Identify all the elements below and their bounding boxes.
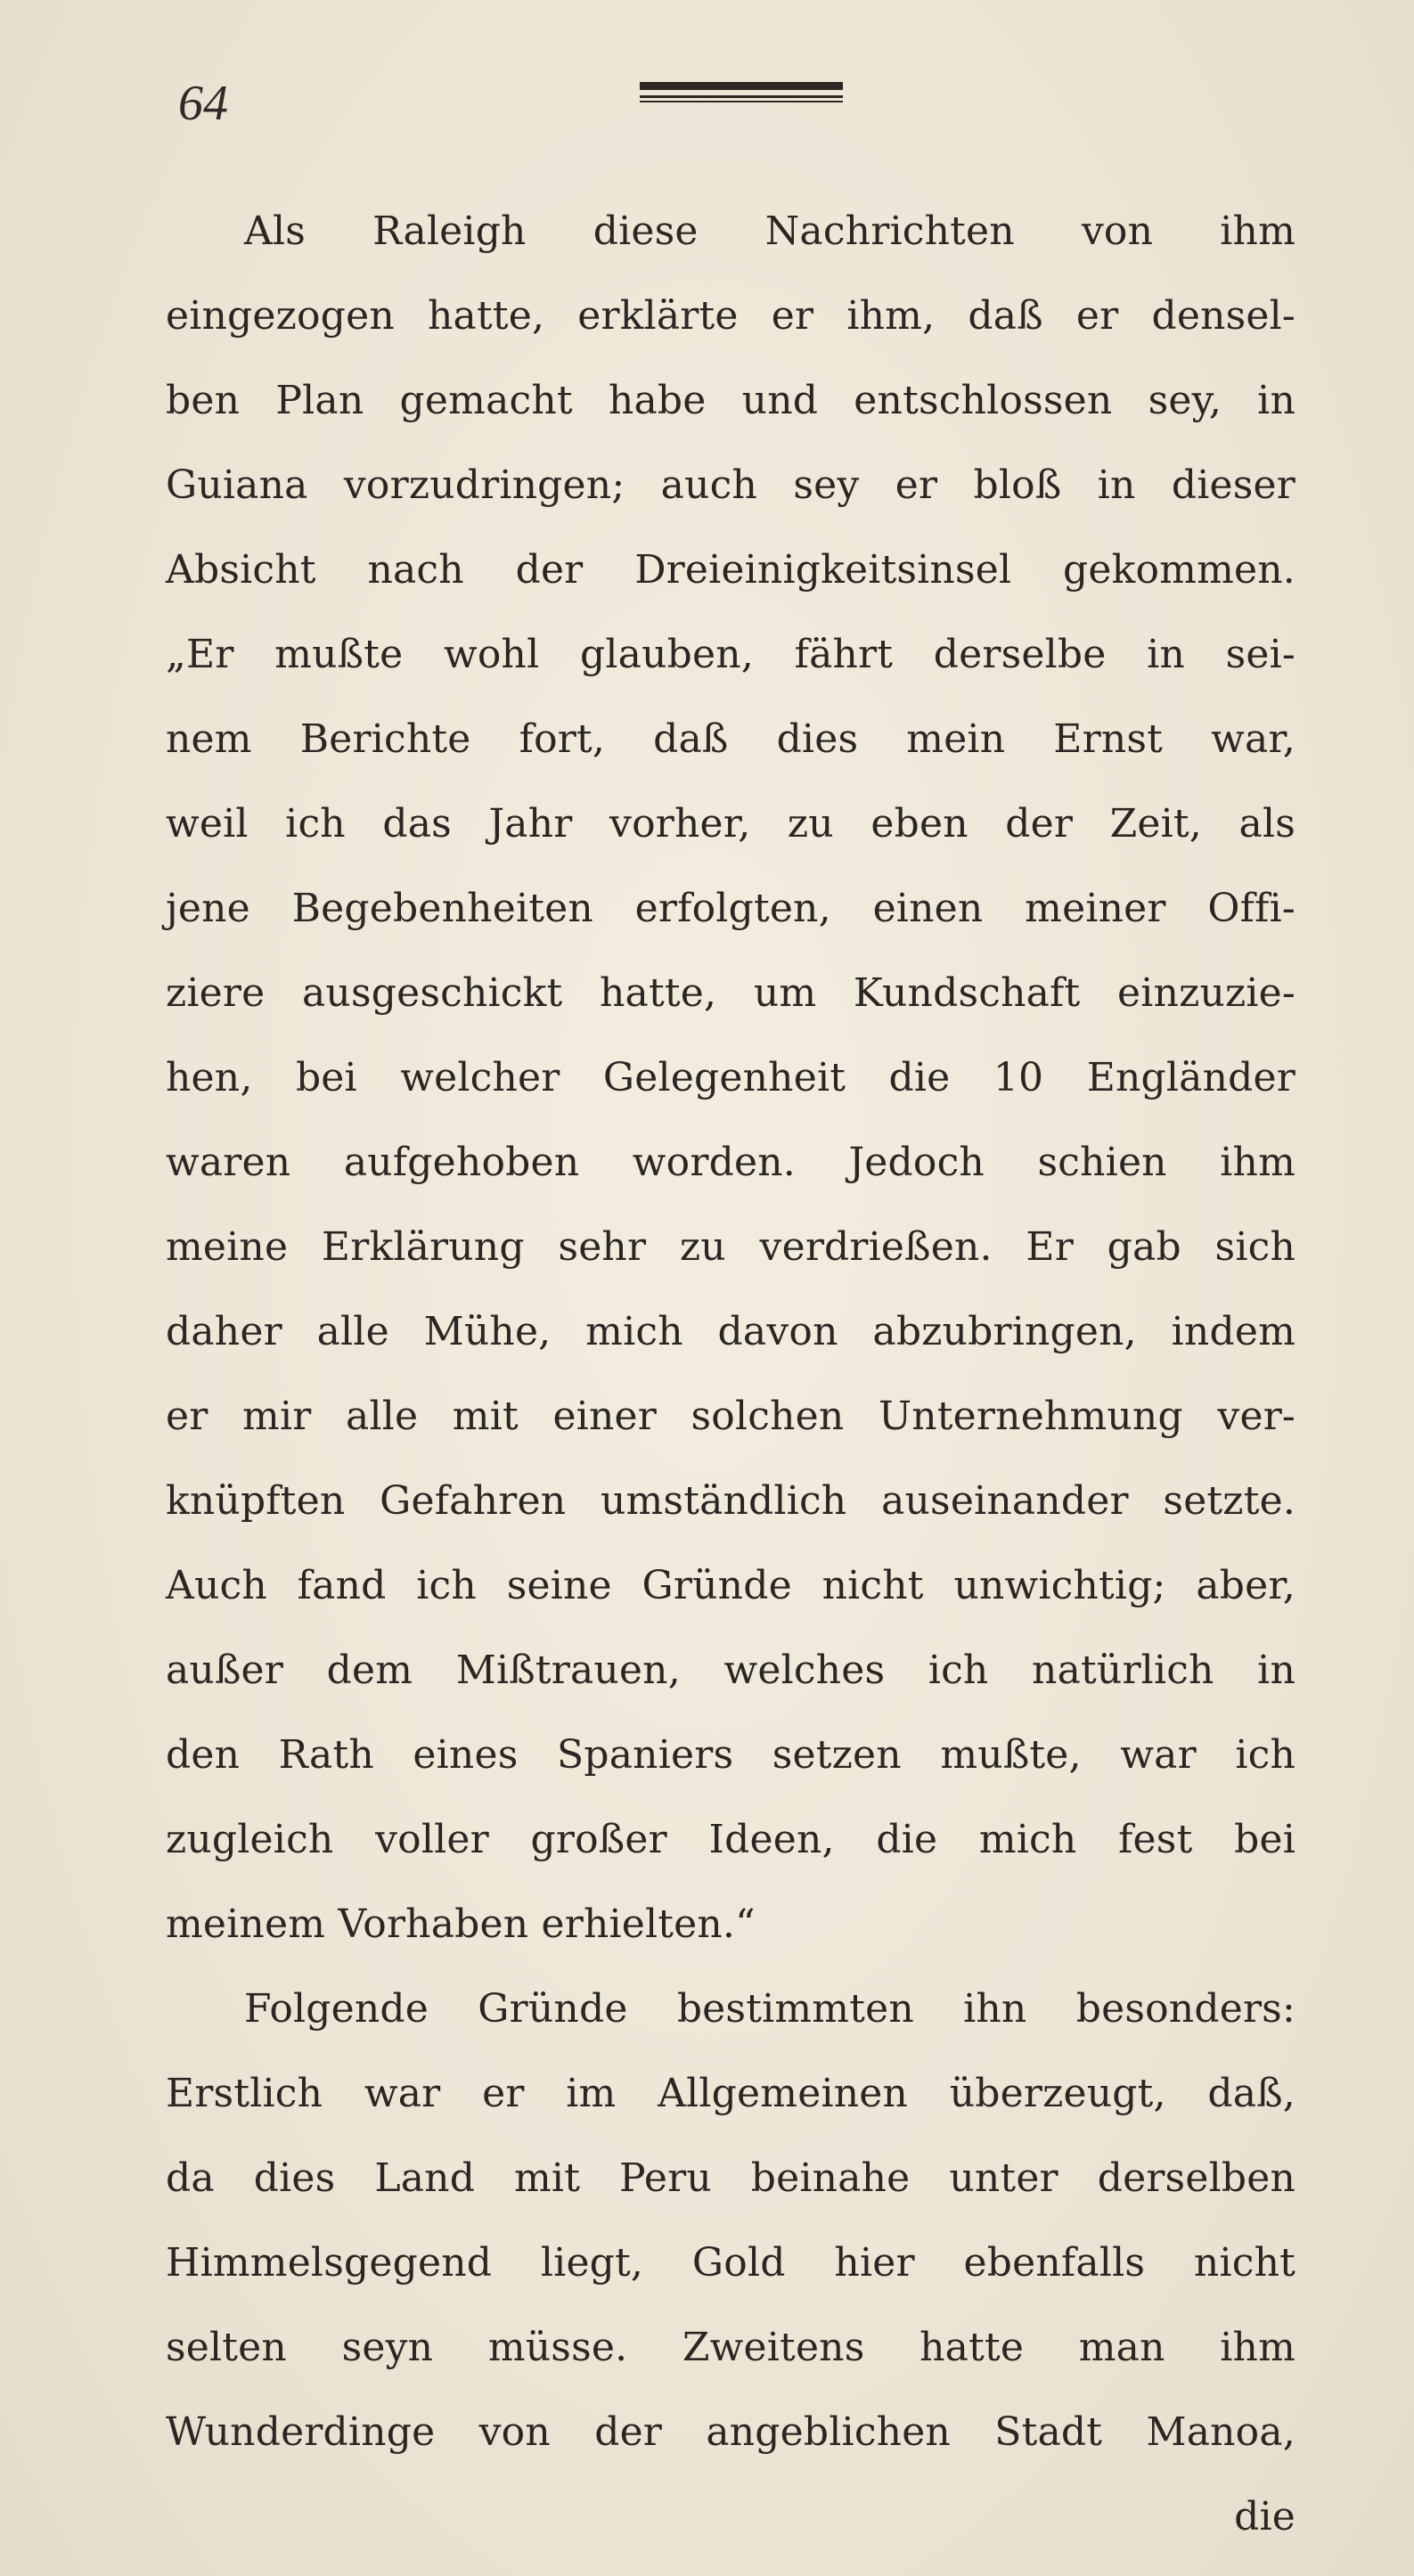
header-rule-ornament bbox=[640, 82, 843, 103]
text-line: „Er mußte wohl glauben, fährt derselbe in sei- bbox=[166, 632, 1295, 677]
text-line: waren aufgehoben worden. Jedoch schien ihm bbox=[166, 1140, 1295, 1185]
text-line: Als Raleigh diese Nachrichten von ihm bbox=[244, 209, 1295, 254]
catchword: die bbox=[1234, 2494, 1295, 2539]
text-line: weil ich das Jahr vorher, zu eben der Zeit, als bbox=[166, 801, 1295, 846]
text-line: Himmelsgegend liegt, Gold hier ebenfalls nicht bbox=[166, 2240, 1295, 2286]
text-line: da dies Land mit Peru beinahe unter derselben bbox=[166, 2155, 1295, 2201]
text-line: Wunderdinge von der angeblichen Stadt Manoa, bbox=[166, 2409, 1295, 2455]
text-line: außer dem Mißtrauen, welches ich natürlich in bbox=[166, 1648, 1295, 1693]
text-line: eingezogen hatte, erklärte er ihm, daß er densel- bbox=[166, 293, 1295, 339]
text-line: knüpften Gefahren umständlich auseinander setzte. bbox=[166, 1478, 1295, 1524]
text-line: nem Berichte fort, daß dies mein Ernst war, bbox=[166, 716, 1295, 762]
body-text bbox=[166, 189, 1295, 2559]
ornament-hairline-rule bbox=[640, 101, 843, 102]
text-line: hen, bei welcher Gelegenheit die 10 Engländer bbox=[166, 1055, 1295, 1100]
text-line: jene Begebenheiten erfolgten, einen meiner Offi- bbox=[166, 886, 1295, 931]
page-number: 64 bbox=[178, 76, 228, 131]
text-line: ben Plan gemacht habe und entschlossen sey, in bbox=[166, 378, 1295, 423]
text-line: Absicht nach der Dreieinigkeitsinsel gekommen. bbox=[166, 547, 1295, 593]
text-line: selten seyn müsse. Zweitens hatte man ihm bbox=[166, 2325, 1295, 2370]
text-line: meine Erklärung sehr zu verdrießen. Er gab sich bbox=[166, 1224, 1295, 1270]
ornament-thin-rule bbox=[640, 95, 843, 98]
ornament-thick-rule bbox=[640, 82, 843, 90]
text-line: Guiana vorzudringen; auch sey er bloß in dieser bbox=[166, 462, 1295, 508]
text-line: ziere ausgeschickt hatte, um Kundschaft einzuzie- bbox=[166, 970, 1295, 1016]
text-line: er mir alle mit einer solchen Unternehmung ver- bbox=[166, 1394, 1295, 1439]
text-line: daher alle Mühe, mich davon abzubringen, indem bbox=[166, 1309, 1295, 1354]
text-line: Erstlich war er im Allgemeinen überzeugt, daß, bbox=[166, 2071, 1295, 2116]
text-line: den Rath eines Spaniers setzen mußte, war ich bbox=[166, 1732, 1295, 1778]
text-line: Folgende Gründe bestimmten ihn besonders: bbox=[244, 1986, 1295, 2032]
text-line: zugleich voller großer Ideen, die mich fest bei bbox=[166, 1817, 1295, 1862]
text-line: meinem Vorhaben erhielten.“ bbox=[166, 1901, 756, 1947]
text-line: Auch fand ich seine Gründe nicht unwichtig; aber, bbox=[166, 1563, 1295, 1608]
